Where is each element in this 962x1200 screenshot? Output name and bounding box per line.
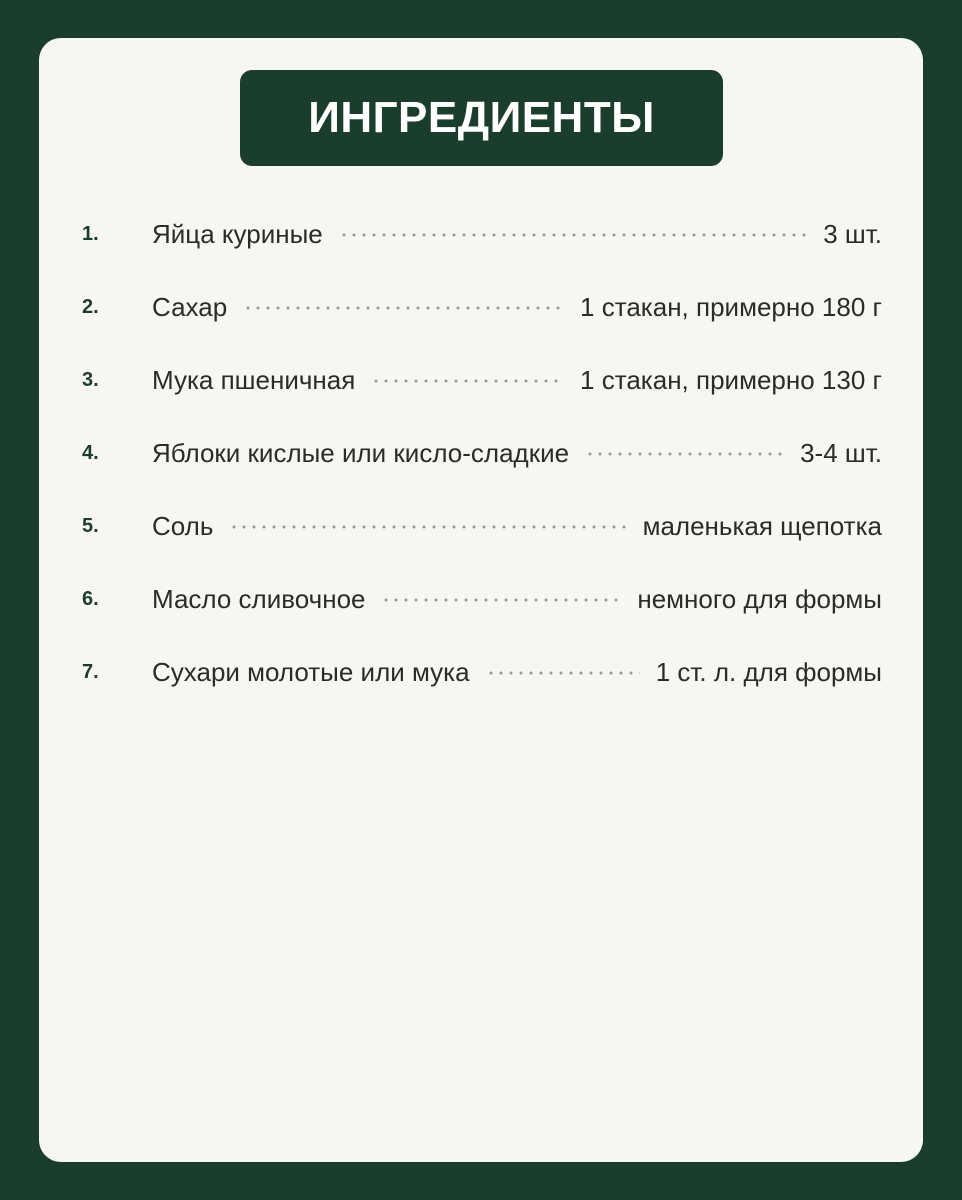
ingredient-name: Сахар	[152, 292, 228, 322]
ingredient-name: Мука пшеничная	[152, 365, 356, 395]
ingredient-number: 5.	[82, 515, 99, 537]
title-banner	[240, 70, 723, 166]
ingredient-quantity: немного для формы	[637, 584, 882, 614]
ingredient-quantity: 3 шт.	[823, 219, 882, 249]
dot-leader	[486, 671, 640, 675]
ingredient-row	[82, 636, 882, 709]
ingredient-row	[82, 417, 882, 490]
ingredient-number: 6.	[82, 588, 99, 610]
ingredient-list	[82, 198, 882, 709]
ingredient-row	[82, 198, 882, 271]
ingredient-number: 2.	[82, 296, 99, 318]
dot-leader	[371, 379, 564, 383]
ingredient-name: Сухари молотые или мука	[152, 657, 470, 687]
ingredient-number: 7.	[82, 661, 99, 683]
dot-leader	[585, 452, 784, 456]
ingredient-row	[82, 271, 882, 344]
ingredient-quantity: маленькая щепотка	[642, 511, 882, 541]
dot-leader	[339, 233, 807, 237]
dot-leader	[381, 598, 621, 602]
ingredient-row	[82, 490, 882, 563]
ingredient-name: Яйца куриные	[152, 219, 323, 249]
ingredient-row	[82, 563, 882, 636]
ingredient-quantity: 3-4 шт.	[800, 438, 882, 468]
ingredient-name: Яблоки кислые или кисло-сладкие	[152, 438, 570, 468]
ingredient-name: Соль	[152, 511, 214, 541]
ingredient-quantity: 1 стакан, примерно 180 г	[580, 292, 882, 322]
page-title: ИНГРЕДИЕНТЫ	[308, 93, 655, 142]
dot-leader	[229, 525, 626, 529]
ingredient-quantity: 1 стакан, примерно 130 г	[580, 365, 882, 395]
ingredient-quantity: 1 ст. л. для формы	[655, 657, 882, 687]
ingredient-row	[82, 344, 882, 417]
dot-leader	[243, 306, 564, 310]
ingredient-number: 1.	[82, 223, 99, 245]
ingredient-number: 4.	[82, 442, 99, 464]
ingredient-name: Масло сливочное	[152, 584, 366, 614]
ingredient-number: 3.	[82, 369, 99, 391]
ingredients-card	[39, 38, 923, 1162]
